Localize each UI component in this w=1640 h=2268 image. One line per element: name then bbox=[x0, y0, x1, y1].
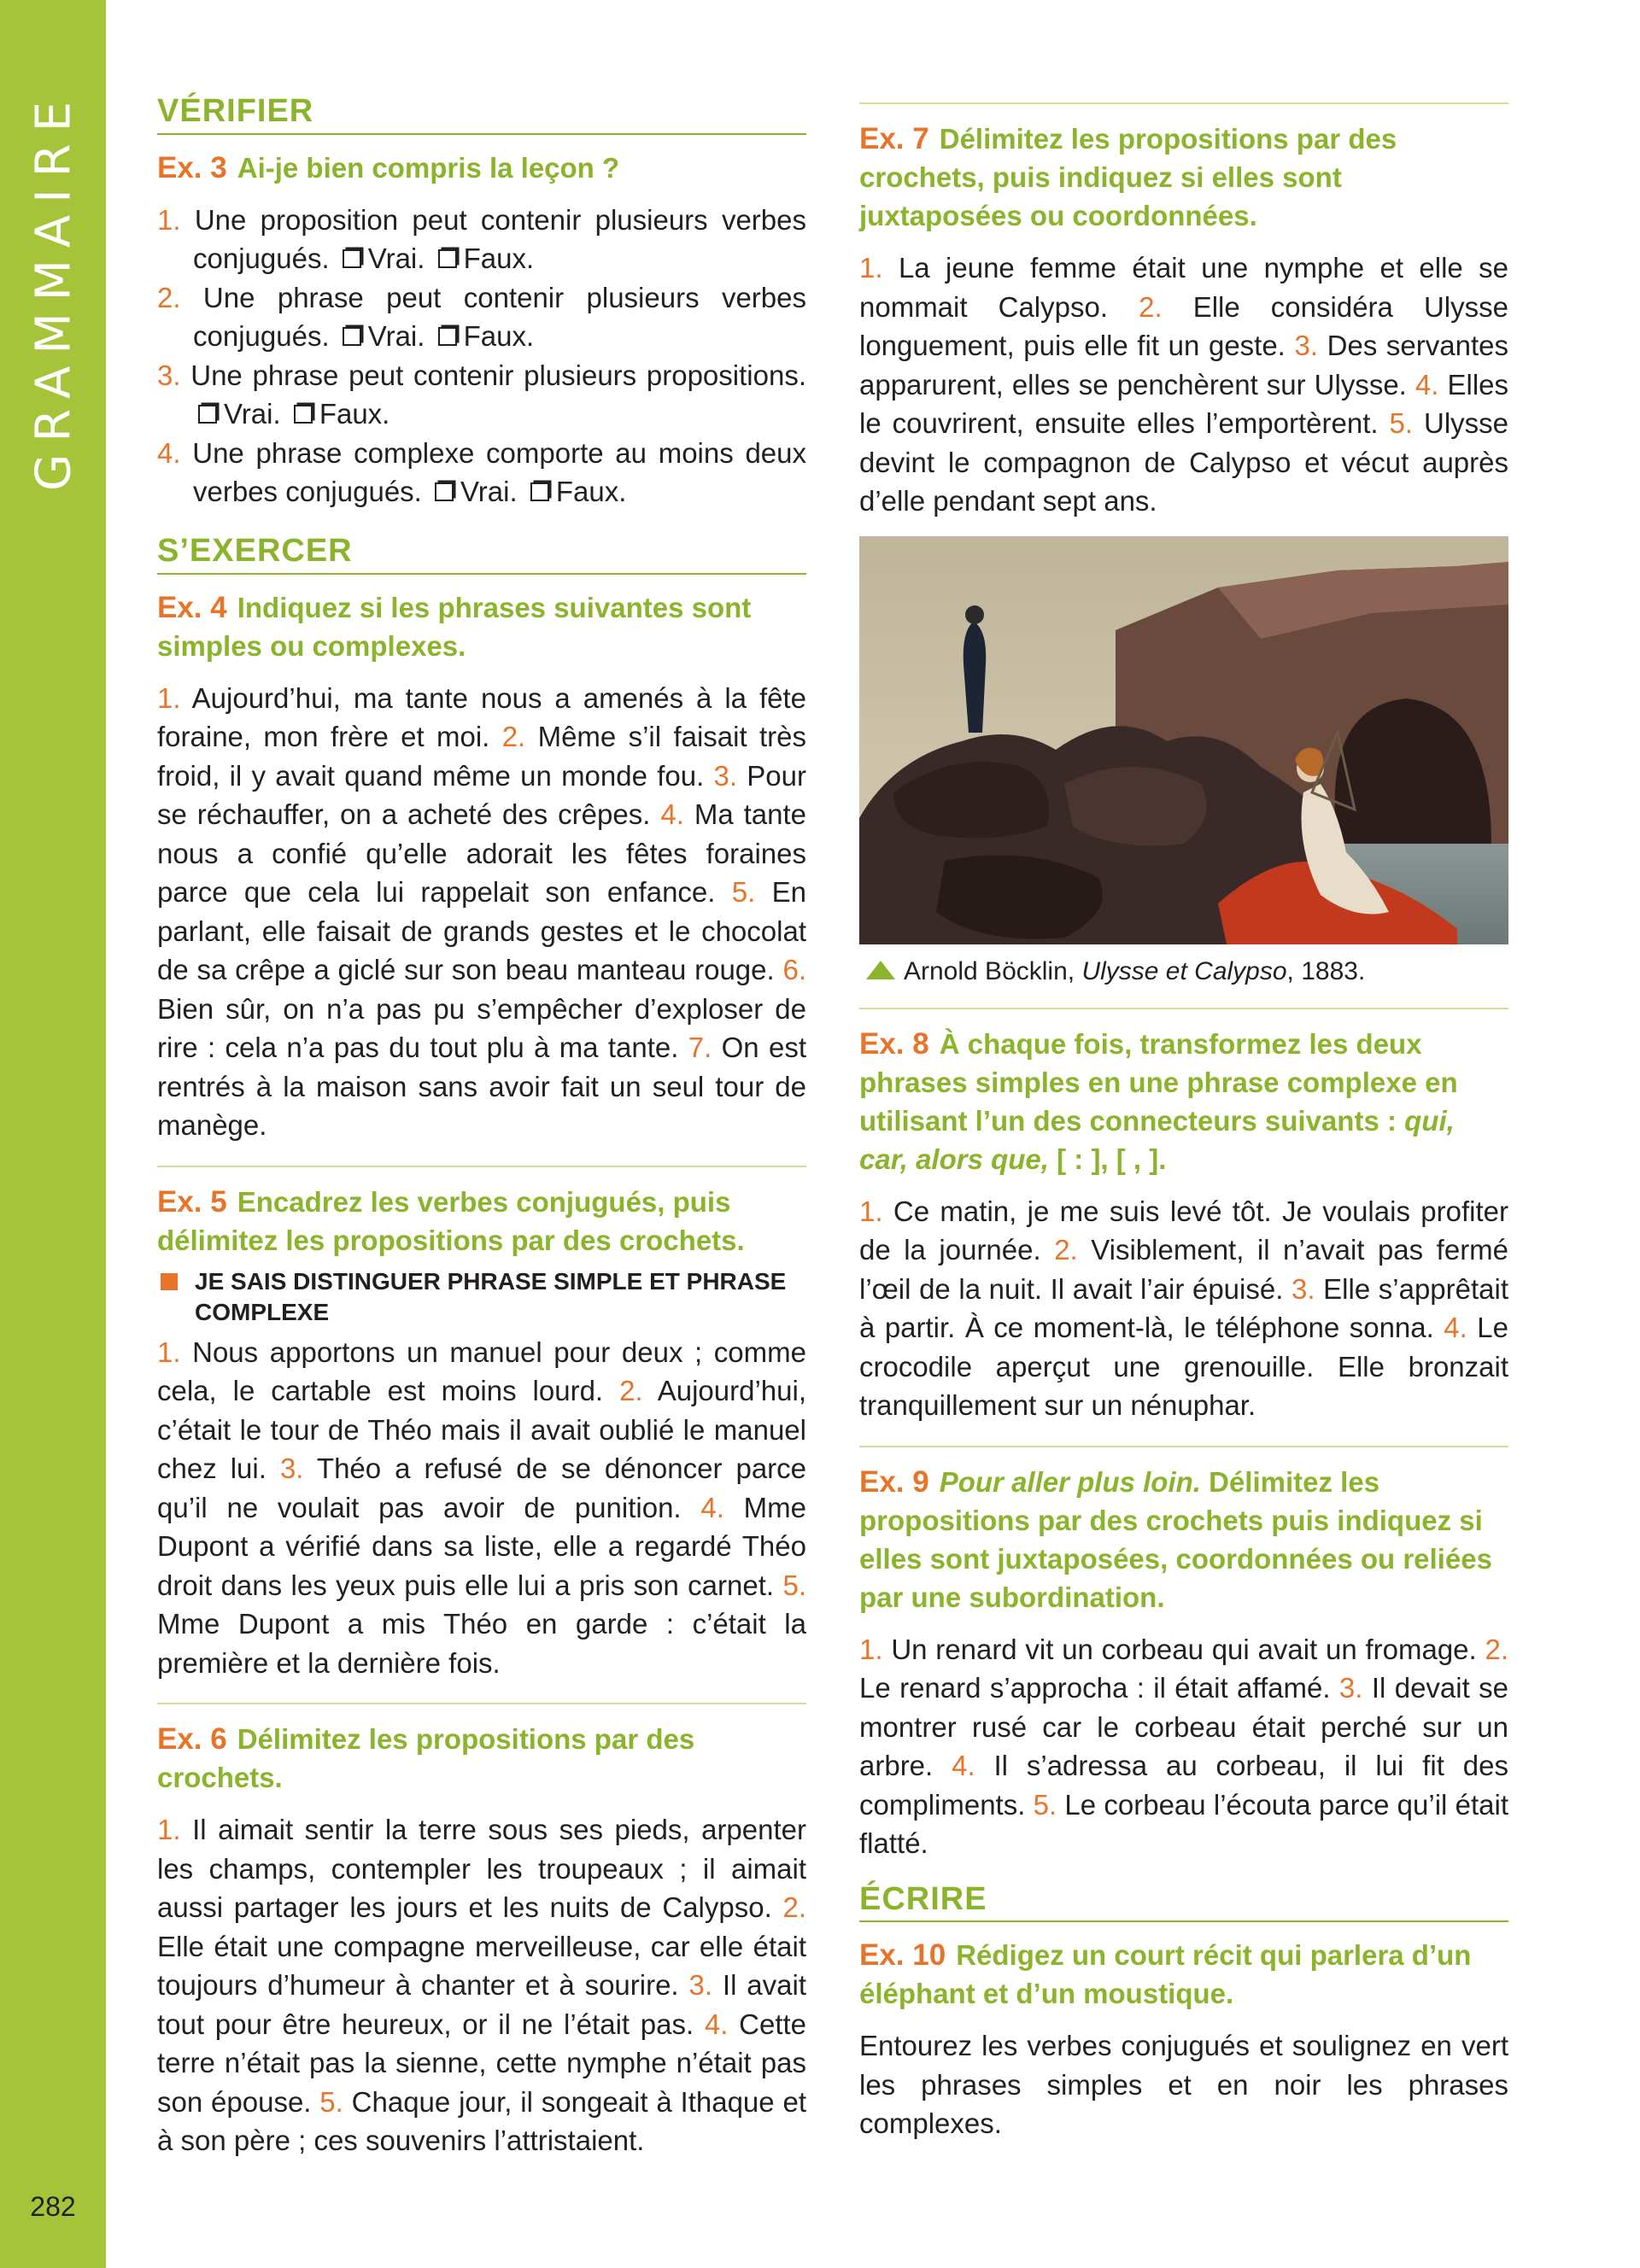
list-item bbox=[157, 278, 806, 356]
sentence: Il aimait sentir la terre sous ses pieds, arpenter les champs, contempler les troupeaux ; il aimait aussi partager les jours et les nuits de Calypso. bbox=[157, 1814, 807, 1924]
true-label: Vrai. bbox=[460, 476, 518, 508]
exercise-6-heading bbox=[157, 1720, 806, 1797]
true-label: Vrai. bbox=[367, 320, 425, 353]
item-number: 3. bbox=[1292, 1272, 1315, 1305]
item-number: 1. bbox=[859, 1633, 883, 1665]
sentence: Aujourd’hui, ma tante nous a amenés à la fête foraine, mon frère et moi. bbox=[157, 681, 806, 753]
item-number: 4. bbox=[700, 1491, 724, 1523]
exercise-7-heading bbox=[859, 120, 1508, 235]
item-number: 2. bbox=[1139, 290, 1163, 323]
item-number: 4. bbox=[660, 798, 684, 831]
item-number: 1. bbox=[157, 1814, 181, 1846]
painting-caption bbox=[859, 955, 1508, 989]
exercise-instruction: Délimitez les propositions par des crochets puis indiquez si elles sont juxtaposées, coordonnées ou reliées par une subordination. bbox=[859, 1465, 1492, 1613]
checkbox-icon[interactable] bbox=[343, 249, 361, 268]
sentence: Il s’adressa au corbeau, il lui fit des compliments. bbox=[859, 1750, 1508, 1821]
sentence: Cette terre n’était pas la sienne, cette nymphe n’était pas son épouse. bbox=[157, 2008, 807, 2118]
exercise-number: Ex. 9 bbox=[859, 1464, 929, 1499]
false-label: Faux. bbox=[463, 243, 535, 275]
section-title-verifier: VÉRIFIER bbox=[157, 94, 806, 135]
item-number: 2. bbox=[782, 1891, 806, 1924]
sentence: On est rentrés à la maison sans avoir fait un seul tour de manège. bbox=[157, 1032, 806, 1142]
exercise-instruction: Délimitez les propositions par des crochets, puis indiquez si elles sont juxtaposées ou coordonnées. bbox=[859, 123, 1397, 231]
exercise-instruction: Délimitez les propositions par des crochets. bbox=[157, 1723, 695, 1794]
false-label: Faux. bbox=[463, 320, 535, 353]
item-number: 3. bbox=[1338, 1672, 1363, 1704]
item-number: 2. bbox=[619, 1375, 643, 1407]
sentence: Le renard s’approcha : il était affamé. bbox=[859, 1672, 1331, 1704]
item-number: 6. bbox=[782, 954, 806, 986]
item-number: 7. bbox=[688, 1032, 712, 1064]
section-title-exercer: S’EXERCER bbox=[157, 534, 806, 575]
divider bbox=[859, 102, 1508, 104]
sentence: Chaque jour, il songeait à Ithaque et à son père ; ces souvenirs l’attristaient. bbox=[157, 2085, 806, 2157]
exercise-instruction: Ai-je bien compris la leçon ? bbox=[237, 151, 620, 184]
exercise-instruction: Indiquez si les phrases suivantes sont simples ou complexes. bbox=[157, 591, 752, 662]
exercise-9-text bbox=[859, 1630, 1508, 1863]
item-number: 2. bbox=[501, 721, 526, 753]
item-number: 3. bbox=[279, 1453, 304, 1485]
sentence: Nous apportons un manuel pour deux ; comme cela, le cartable est moins lourd. bbox=[157, 1336, 806, 1407]
skill-label: JE SAIS DISTINGUER PHRASE SIMPLE ET PHRASE COMPLEXE bbox=[157, 1266, 806, 1328]
exercise-number: Ex. 8 bbox=[859, 1026, 929, 1061]
connectors-tail: [ : ], [ , ]. bbox=[1057, 1143, 1167, 1175]
right-column bbox=[859, 102, 1508, 2143]
item-number: 4. bbox=[1414, 368, 1439, 400]
sentence: Elles le couvrirent, ensuite elles l’emportèrent. bbox=[859, 368, 1509, 439]
true-label: Vrai. bbox=[367, 243, 425, 275]
sentence: Elle était une compagne merveilleuse, car elle était toujours d’humeur à chanter et à sourire. bbox=[157, 1930, 806, 2002]
checkbox-icon[interactable] bbox=[198, 405, 217, 424]
sentence: Il devait se montrer rusé car le corbeau était perché sur un arbre. bbox=[859, 1672, 1509, 1781]
exercise-number: Ex. 7 bbox=[859, 122, 929, 155]
item-number: 5. bbox=[1389, 407, 1414, 439]
sentence: Le corbeau l’écouta parce qu’il était flatté. bbox=[859, 1788, 1508, 1859]
exercise-instruction: Encadrez les verbes conjugués, puis délimitez les propositions par des crochets. bbox=[157, 1185, 745, 1256]
exercise-number: Ex. 3 bbox=[157, 150, 227, 184]
exercise-3-heading bbox=[157, 149, 806, 187]
exercise-number: Ex. 10 bbox=[859, 1938, 946, 1973]
sentence: Théo a refusé de se dénoncer parce qu’il ne voulait pas avoir de punition. bbox=[157, 1453, 807, 1523]
connectors-list: qui, car, alors que, bbox=[859, 1104, 1455, 1175]
false-label: Faux. bbox=[555, 476, 627, 508]
sidebar-band bbox=[0, 0, 106, 2268]
sentence: Bien sûr, on n’a pas pu s’empêcher d’exploser de rire : cela n’a pas du tout plu à ma tante. bbox=[157, 992, 806, 1064]
list-item bbox=[157, 201, 806, 278]
list-item bbox=[157, 356, 806, 434]
divider bbox=[157, 1166, 806, 1167]
exercise-5-heading bbox=[157, 1183, 806, 1260]
checkbox-icon[interactable] bbox=[294, 405, 313, 424]
checkbox-icon[interactable] bbox=[435, 482, 454, 501]
item-number: 1. bbox=[859, 1195, 883, 1227]
item-number: 1. bbox=[157, 203, 181, 236]
exercise-instruction: À chaque fois, transformez les deux phrases simples en une phrase complexe en utilisant l’un des connecteurs suivants : bbox=[859, 1027, 1458, 1137]
sentence: Visiblement, il n’avait pas fermé l’œil de la nuit. Il avait l’air épuisé. bbox=[859, 1234, 1509, 1305]
false-label: Faux. bbox=[319, 398, 390, 430]
sentence: Un renard vit un corbeau qui avait un fromage. bbox=[891, 1633, 1477, 1665]
sentence: Elle s’apprêtait à partir. À ce moment-là, le téléphone sonna. bbox=[859, 1272, 1509, 1343]
page-number: 282 bbox=[30, 2191, 76, 2222]
sentence: Des servantes apparurent, elles se penchèrent sur Ulysse. bbox=[859, 330, 1509, 400]
section-title-ecrire: ÉCRIRE bbox=[859, 1882, 1508, 1923]
caption-title: Ulysse et Calypso bbox=[1081, 956, 1287, 985]
sentence: Mme Dupont a mis Théo en garde : c’était la première et la dernière fois. bbox=[157, 1608, 806, 1679]
item-number: 2. bbox=[1485, 1633, 1509, 1665]
item-number: 5. bbox=[782, 1569, 806, 1601]
item-text: Une phrase complexe comporte au moins deux verbes conjugués. bbox=[192, 436, 806, 508]
sentence: Elle considéra Ulysse longuement, puis elle fit un geste. bbox=[859, 290, 1508, 361]
exercise-5-text bbox=[157, 1333, 806, 1683]
item-number: 2. bbox=[1054, 1234, 1078, 1266]
item-number: 1. bbox=[157, 681, 181, 714]
divider bbox=[859, 1008, 1508, 1009]
item-number: 3. bbox=[688, 1969, 713, 2002]
sentence: La jeune femme était une nymphe et elle se nommait Calypso. bbox=[859, 252, 1508, 323]
sentence: Aujourd’hui, c’était le tour de Théo mais il avait oublié le manuel chez lui. bbox=[157, 1375, 806, 1485]
checkbox-icon[interactable] bbox=[438, 249, 457, 268]
exercise-7-text bbox=[859, 248, 1508, 521]
list-item bbox=[157, 434, 806, 511]
exercise-4-heading bbox=[157, 588, 806, 665]
item-number: 4. bbox=[1444, 1312, 1467, 1343]
caption-artist: Arnold Böcklin, bbox=[904, 956, 1075, 985]
exercise-10-heading bbox=[859, 1936, 1508, 2013]
exercise-10-text: Entourez les verbes conjugués et soulignez en vert les phrases simples et en noir les phrases complexes. bbox=[859, 2030, 1508, 2140]
item-number: 3. bbox=[1294, 330, 1319, 361]
checkbox-icon[interactable] bbox=[438, 327, 457, 346]
sentence: Même s’il faisait très froid, il y avait quand même un monde fou. bbox=[157, 721, 807, 792]
sentence: En parlant, elle faisait de grands gestes et le chocolat de sa crêpe a giclé sur son beau manteau rouge. bbox=[157, 876, 807, 986]
sentence: Ma tante nous a confié qu’elle adorait les fêtes foraines parce que cela lui rappelait son enfance. bbox=[157, 798, 807, 909]
item-number: 1. bbox=[859, 252, 883, 284]
sentence: Pour se réchauffer, on a acheté des crêpes. bbox=[157, 759, 807, 831]
exercise-instruction: Rédigez un court récit qui parlera d’un éléphant et d’un moustique. bbox=[859, 1939, 1472, 2010]
item-number: 5. bbox=[731, 876, 756, 909]
sentence: Ulysse devint le compagnon de Calypso et vécut auprès d’elle pendant sept ans. bbox=[859, 407, 1509, 517]
exercise-8-heading bbox=[859, 1025, 1508, 1178]
exercise-8-text bbox=[859, 1192, 1508, 1425]
exercise-9-heading bbox=[859, 1463, 1508, 1616]
item-number: 4. bbox=[704, 2008, 729, 2040]
exercise-lead: Pour aller plus loin. bbox=[939, 1465, 1201, 1498]
exercise-number: Ex. 4 bbox=[157, 590, 227, 624]
checkbox-icon[interactable] bbox=[530, 482, 549, 501]
item-number: 2. bbox=[157, 281, 181, 313]
exercise-number: Ex. 6 bbox=[157, 1722, 227, 1757]
exercise-4-text bbox=[157, 679, 806, 1145]
item-number: 4. bbox=[157, 436, 181, 469]
exercise-number: Ex. 5 bbox=[157, 1184, 227, 1219]
left-column bbox=[157, 94, 806, 2160]
triangle-icon bbox=[866, 961, 895, 979]
divider bbox=[859, 1446, 1508, 1447]
divider bbox=[157, 1703, 806, 1704]
item-number: 4. bbox=[952, 1750, 975, 1781]
item-text: Une phrase peut contenir plusieurs propositions. bbox=[190, 359, 806, 391]
caption-year: , 1883. bbox=[1286, 956, 1366, 985]
item-text: Une phrase peut contenir plusieurs verbes conjugués. bbox=[193, 281, 806, 353]
sentence: Le crocodile aperçut une grenouille. Elle bronzait tranquillement sur un nénuphar. bbox=[859, 1312, 1508, 1421]
section-vertical-title: GRAMMAIRE bbox=[26, 89, 82, 492]
sentence: Mme Dupont a vérifié dans sa liste, elle a regardé Théo droit dans les yeux puis elle lui a pris son carnet. bbox=[157, 1491, 806, 1601]
item-number: 1. bbox=[157, 1336, 181, 1368]
item-number: 5. bbox=[1033, 1788, 1057, 1821]
sentence: Ce matin, je me suis levé tôt. Je voulais profiter de la journée. bbox=[859, 1195, 1509, 1266]
item-number: 3. bbox=[157, 359, 181, 391]
painting-image bbox=[859, 536, 1508, 944]
item-text: Une proposition peut contenir plusieurs verbes conjugués. bbox=[193, 203, 807, 275]
sentence: Il avait tout pour être heureux, or il ne l’était pas. bbox=[157, 1969, 807, 2040]
exercise-3-list bbox=[157, 201, 806, 511]
item-number: 3. bbox=[713, 759, 738, 792]
item-number: 5. bbox=[319, 2085, 343, 2118]
checkbox-icon[interactable] bbox=[343, 327, 361, 346]
exercise-6-text bbox=[157, 1810, 806, 2160]
true-label: Vrai. bbox=[224, 398, 281, 430]
